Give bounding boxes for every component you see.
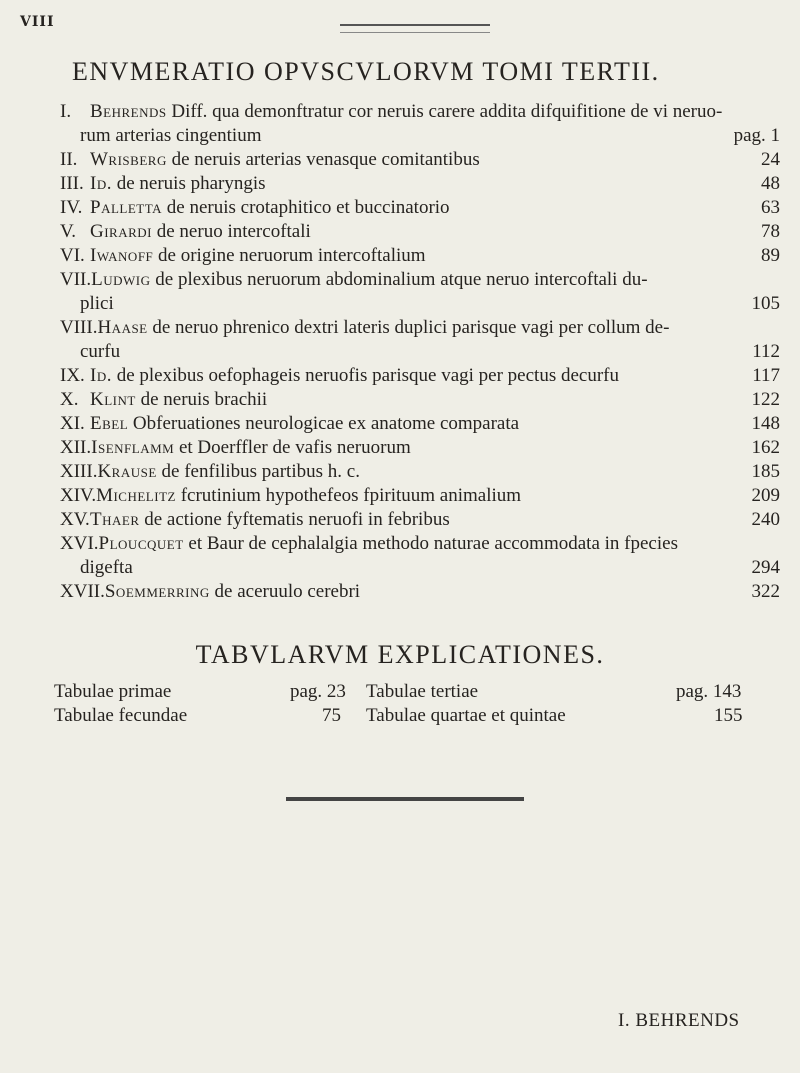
entry-page [710, 388, 780, 412]
entry-first-line [60, 580, 780, 604]
entry-text: de neruo intercoftali [156, 221, 311, 242]
entry-page [710, 436, 780, 460]
entry-text: de fenfilibus partibus h. c. [161, 461, 360, 482]
entry-first-line [60, 460, 780, 484]
entry-page [710, 364, 780, 388]
entry-text: plici [80, 293, 114, 314]
entry-page [710, 556, 780, 580]
entry-page [710, 292, 780, 316]
entry-first-line [60, 316, 780, 340]
entry-page [710, 172, 780, 196]
entry-first-line [60, 508, 780, 532]
contents-entry [60, 172, 780, 196]
entry-continuation-line [60, 556, 780, 580]
entry-text: Diff. qua demonftratur cor neruis carere addita difquifitione de vi neruo- [171, 101, 723, 122]
table-page-2: 75 [322, 705, 341, 726]
entry-text: rum arterias cingentium [80, 125, 262, 146]
entry-page-number: 117 [752, 365, 780, 386]
entry-page-number: 294 [751, 557, 780, 578]
entry-continuation-line [60, 292, 780, 316]
contents-entry [60, 388, 780, 412]
entry-text: et Baur de cephalalgia methodo naturae accommodata in fpecies [188, 533, 678, 554]
entry-text: de neruo phrenico dextri lateris duplici parisque vagi per collum de- [152, 317, 670, 338]
entry-number: XV. [60, 509, 90, 530]
entry-author: Wrisberg [90, 149, 167, 170]
contents-entry [60, 532, 780, 580]
entry-number: XIV. [60, 485, 97, 506]
entry-page-number: 24 [761, 149, 780, 170]
table-page-3: pag. 143 [676, 681, 742, 702]
contents-entry [60, 580, 780, 604]
entry-author: Iwanoff [90, 245, 154, 266]
entry-text: de actione fyftematis neruofi in febribus [144, 509, 450, 530]
entry-page [710, 508, 780, 532]
entry-first-line [60, 268, 780, 292]
entry-author: Ebel [90, 413, 129, 434]
entry-text: de neruis crotaphitico et buccinatorio [166, 197, 450, 218]
contents-entry [60, 316, 780, 364]
entry-page [710, 124, 780, 148]
entry-first-line [60, 532, 780, 556]
entry-text: et Doerffler de vafis neruorum [178, 437, 411, 458]
entry-page-number: 89 [761, 245, 780, 266]
entry-text: de origine neruorum intercoftalium [158, 245, 426, 266]
entry-page [710, 196, 780, 220]
bottom-rule [286, 797, 524, 801]
entry-text: Obferuationes neurologicae ex anatome comparata [132, 413, 520, 434]
entry-author: Krause [97, 461, 157, 482]
entry-continuation-line [60, 124, 780, 148]
contents-entry [60, 268, 780, 316]
contents-entry [60, 364, 780, 388]
entry-author: Palletta [90, 197, 163, 218]
contents-entry [60, 220, 780, 244]
entry-page-number: 105 [751, 293, 780, 314]
entry-page-number: 63 [761, 197, 780, 218]
entry-page [710, 484, 780, 508]
entry-number: VI. [60, 245, 85, 266]
entry-number: XVI. [60, 533, 99, 554]
table-label-1: Tabulae primae [54, 681, 172, 702]
entry-author: Ploucquet [98, 533, 184, 554]
entry-page-prefix: pag. [733, 125, 766, 146]
catchword: I. BEHRENDS [618, 1010, 740, 1031]
entry-page-number: 122 [751, 389, 780, 410]
entry-page [710, 580, 780, 604]
contents-entry [60, 436, 780, 460]
entry-text: de neruis pharyngis [116, 173, 266, 194]
entry-number: VIII. [60, 317, 98, 338]
entry-number: XVII. [60, 581, 105, 602]
contents-entry [60, 460, 780, 484]
entry-text: de aceruulo cerebri [214, 581, 361, 602]
contents-entry [60, 244, 780, 268]
entry-number: I. [60, 101, 72, 122]
entry-page-number: 148 [751, 413, 780, 434]
entry-number: XI. [60, 413, 85, 434]
contents-entry [60, 196, 780, 220]
entry-page-number: 78 [761, 221, 780, 242]
table-page-1: pag. 23 [290, 681, 346, 702]
entry-author: Soemmerring [104, 581, 210, 602]
entry-author: Isenflamm [91, 437, 175, 458]
contents-list [60, 100, 780, 604]
entry-number: IV. [60, 197, 83, 218]
page-number: VIII [20, 14, 55, 30]
entry-number: II. [60, 149, 78, 170]
contents-entry [60, 508, 780, 532]
entry-page-number: 322 [751, 581, 780, 602]
entry-first-line [60, 244, 780, 268]
page-title: ENVMERATIO OPVSCVLORVM TOMI TERTII. [72, 57, 660, 86]
entry-first-line [60, 196, 780, 220]
entry-text: de neruis arterias venasque comitantibus [171, 149, 480, 170]
entry-text: digefta [80, 557, 133, 578]
entry-number: VII. [60, 269, 92, 290]
entry-first-line [60, 220, 780, 244]
tables-title: TABVLARVM EXPLICATIONES. [195, 640, 605, 669]
entry-page [710, 340, 780, 364]
entry-page-number: 185 [751, 461, 780, 482]
entry-page-number: 240 [751, 509, 780, 530]
entry-author: Girardi [90, 221, 152, 242]
entry-author: Michelitz [96, 485, 176, 506]
entry-author: Thaer [90, 509, 140, 530]
entry-author: Behrends [90, 101, 167, 122]
entry-author: Id. [90, 173, 112, 194]
entry-number: X. [60, 389, 79, 410]
entry-page-number: 1 [770, 125, 780, 146]
entry-first-line [60, 100, 780, 124]
entry-text: de plexibus oefophageis neruofis parisque vagi per pectus decurfu [116, 365, 619, 386]
entry-first-line [60, 364, 780, 388]
entry-first-line [60, 148, 780, 172]
entry-author: Id. [90, 365, 112, 386]
entry-first-line [60, 388, 780, 412]
entry-continuation-line [60, 340, 780, 364]
entry-page [710, 244, 780, 268]
entry-number: IX. [60, 365, 85, 386]
entry-page [710, 148, 780, 172]
contents-entry [60, 412, 780, 436]
entry-first-line [60, 412, 780, 436]
entry-first-line [60, 172, 780, 196]
contents-entry [60, 484, 780, 508]
entry-page-number: 209 [751, 485, 780, 506]
entry-number: III. [60, 173, 84, 194]
entry-page [710, 412, 780, 436]
entry-number: XIII. [60, 461, 98, 482]
top-rule [340, 24, 490, 33]
entry-author: Haase [97, 317, 148, 338]
entry-page-number: 162 [751, 437, 780, 458]
entry-text: curfu [80, 341, 121, 362]
table-label-2: Tabulae fecundae [54, 705, 188, 726]
entry-page-number: 48 [761, 173, 780, 194]
entry-first-line [60, 484, 780, 508]
entry-number: V. [60, 221, 77, 242]
entry-text: fcrutinium hypothefeos fpirituum animalium [180, 485, 522, 506]
entry-first-line [60, 436, 780, 460]
table-page-4: 155 [714, 705, 743, 726]
entry-number: XII. [60, 437, 92, 458]
table-label-3: Tabulae tertiae [366, 681, 479, 702]
entry-page [710, 460, 780, 484]
entry-text: de plexibus neruorum abdominalium atque neruo intercoftali du- [155, 269, 648, 290]
entry-author: Klint [90, 389, 136, 410]
entry-page-number: 112 [752, 341, 780, 362]
entry-text: de neruis brachii [140, 389, 268, 410]
contents-entry [60, 148, 780, 172]
contents-entry [60, 100, 780, 148]
entry-author: Ludwig [91, 269, 151, 290]
table-label-4: Tabulae quartae et quintae [366, 705, 566, 726]
entry-page [710, 220, 780, 244]
